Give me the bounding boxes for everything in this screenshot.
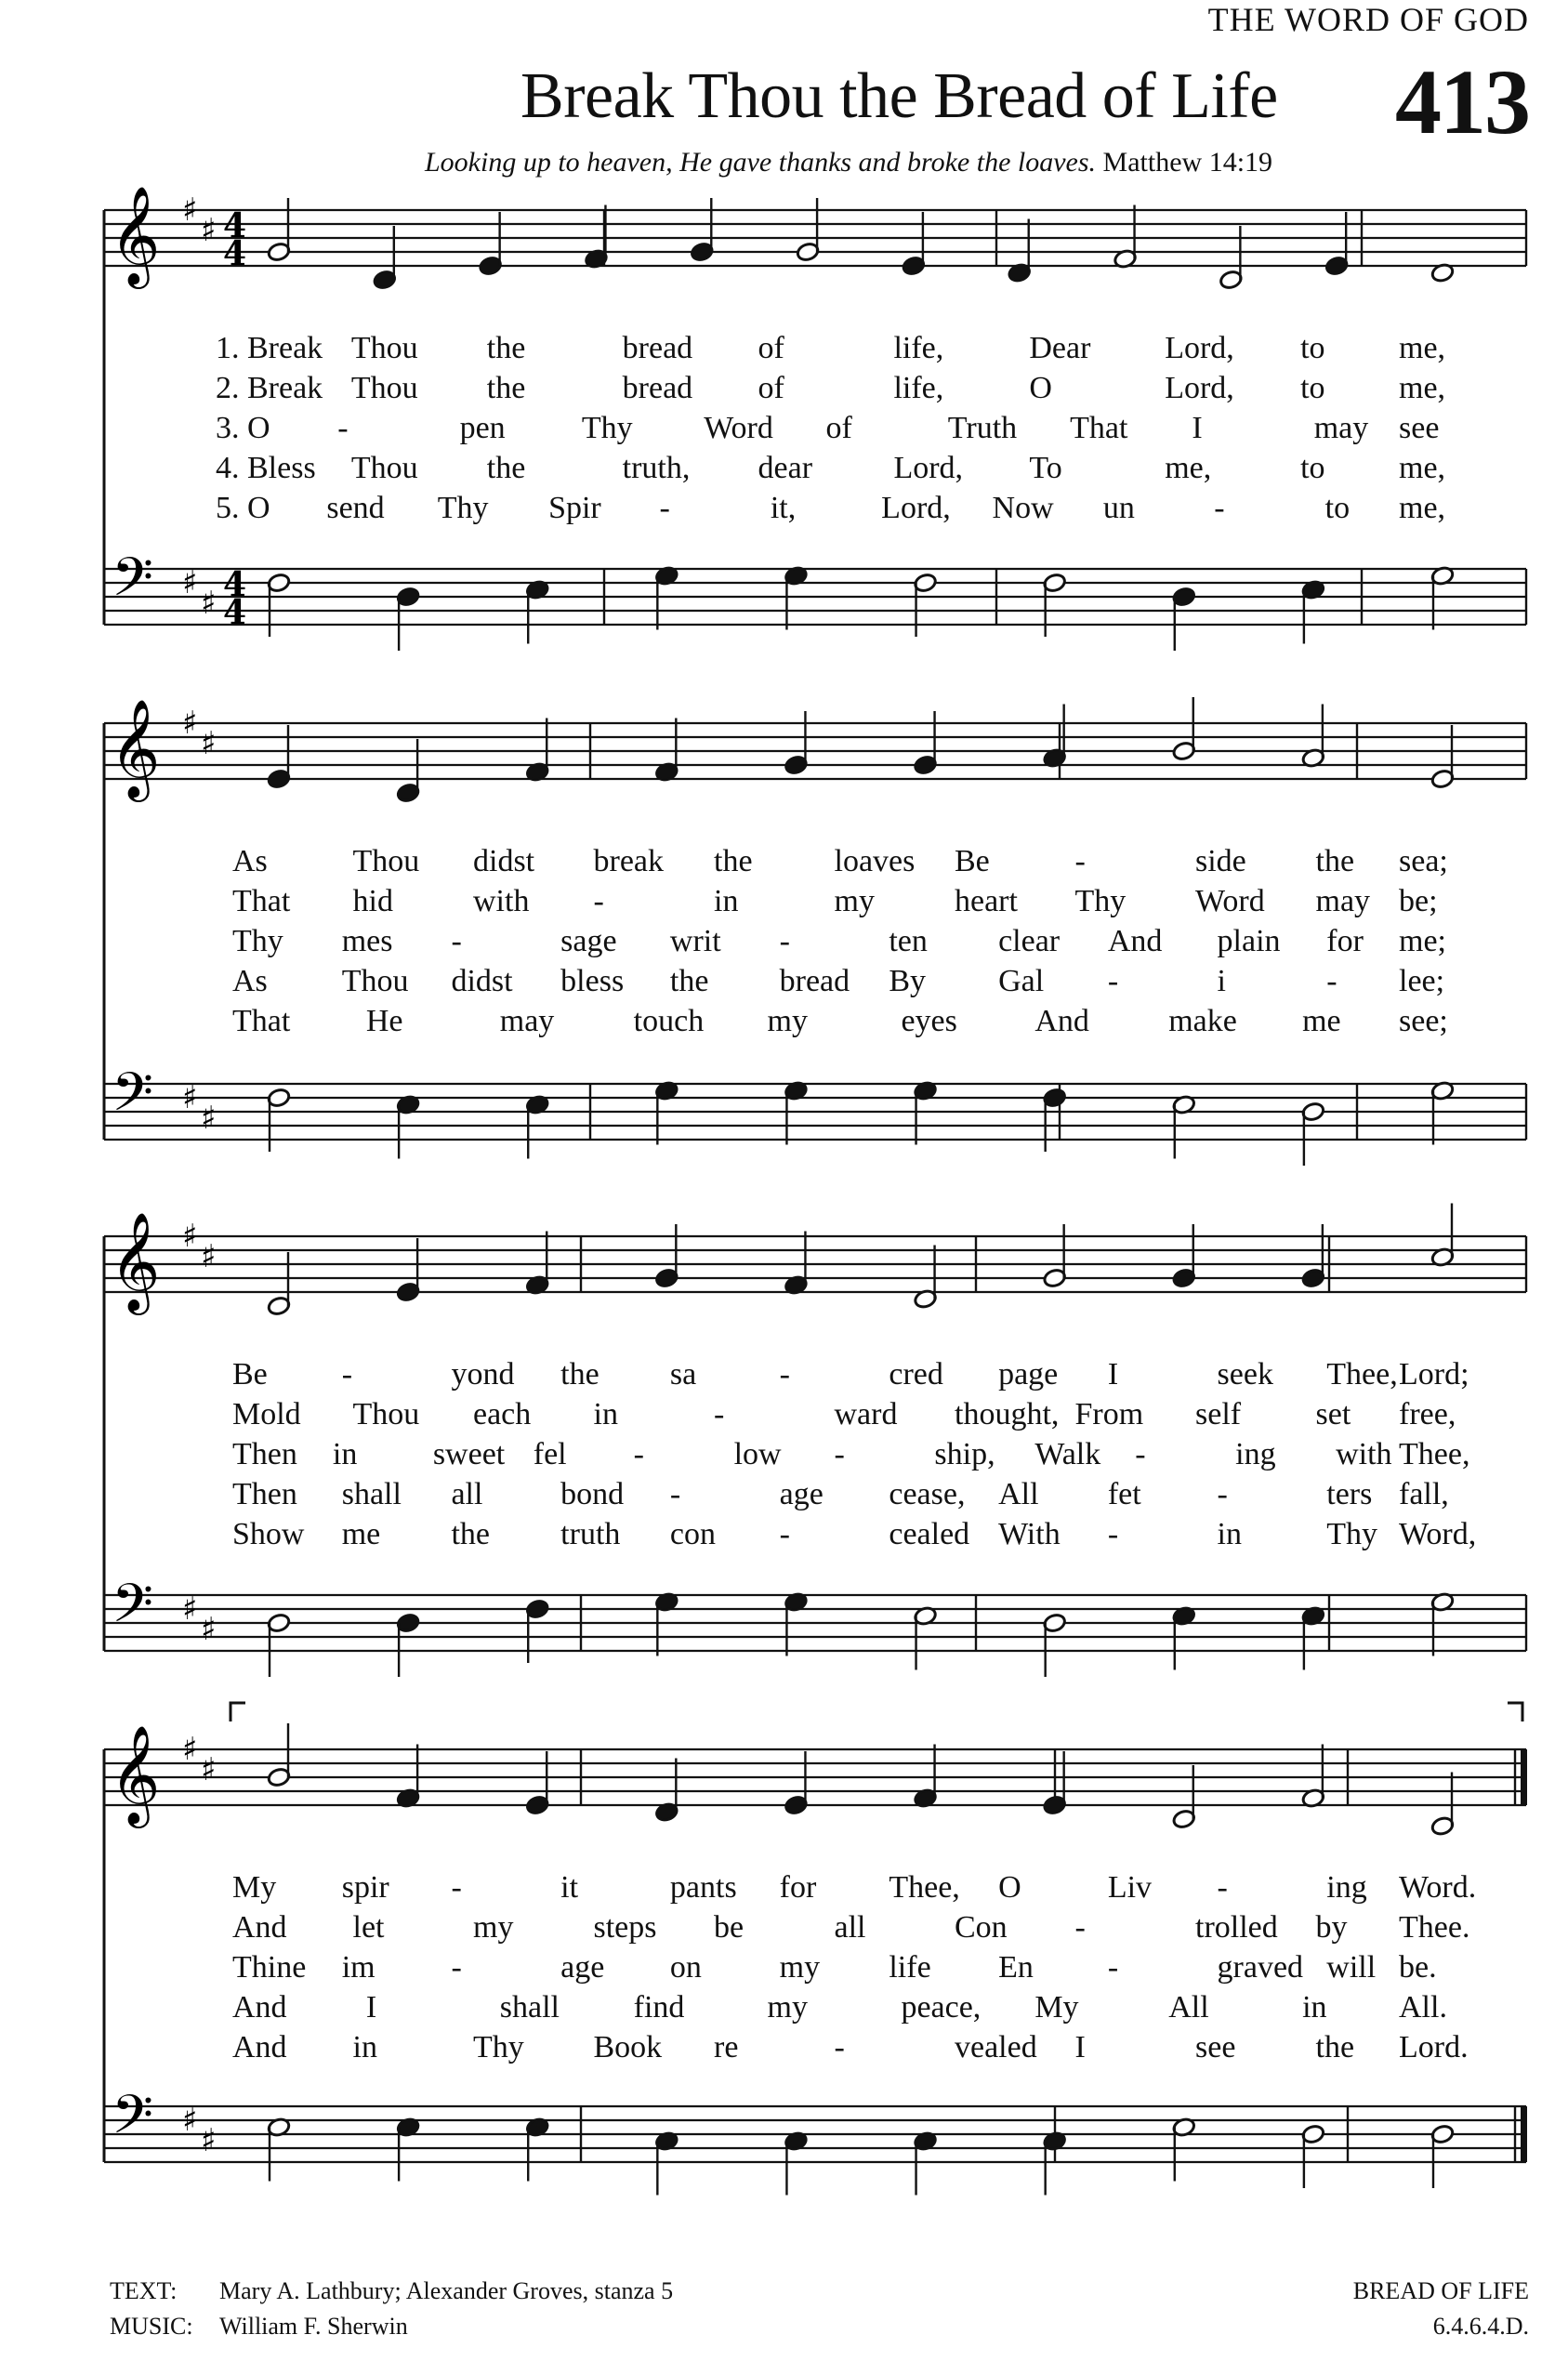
lyric-syllable: clear [998,924,1061,958]
lyric-syllable: age [779,1477,824,1511]
lyric-syllable: dear [758,451,813,485]
lyric-syllable: O [1029,371,1052,405]
lyric-syllable: Thee, [889,1870,960,1905]
lyric-syllable: set [1315,1397,1351,1431]
lyric-syllable: I [1074,2030,1086,2064]
lyric-syllable: Word [704,411,773,445]
lyric-syllable: - [659,491,670,525]
lyric-syllable: spir [341,1870,389,1905]
bass-staff [104,1061,1526,1166]
lyric-syllable: be. [1399,1950,1437,1985]
lyric-syllable: find [633,1990,685,2025]
repeat-bracket-right [1508,1703,1522,1721]
lyric-syllable: in [714,884,739,918]
lyric-syllable: My [232,1870,277,1905]
lyric-syllable: lee; [1399,964,1445,998]
lyric-syllable: graved [1217,1950,1304,1985]
lyric-syllable: truth [560,1517,621,1551]
lyric-syllable: Word [1195,884,1265,918]
lyric-syllable: fel [533,1437,567,1471]
final-bar-thick [1521,1749,1527,1805]
treble-notes [267,198,1455,290]
music-credit-value: William F. Sherwin [219,2313,408,2340]
lyric-syllable: seek [1217,1357,1273,1392]
lyric-syllable: eyes [901,1004,957,1038]
lyric-syllable: sage [560,924,617,958]
lyric-syllable: heart [955,884,1018,918]
lyric-syllable: me [341,1517,381,1551]
lyric-syllable: im [341,1950,376,1985]
lyric-syllable: my [473,1910,514,1945]
lyric-syllable: As [232,964,268,998]
lyric-syllable: - [451,924,462,958]
lyric-syllable: - [779,1357,790,1392]
lyric-syllable: By [889,964,927,998]
lyric-syllable: life [889,1950,931,1985]
lyric-syllable: Be [232,1357,268,1392]
lyric-syllable: With [998,1517,1061,1551]
repeat-bracket-left [231,1703,245,1721]
lyric-syllable: each [473,1397,532,1431]
lyric-syllable: vealed [955,2030,1037,2064]
lyric-syllable: Thou [350,371,418,405]
music-credit-label: MUSIC: [110,2313,193,2340]
lyric-syllable: - [1217,1477,1228,1511]
bass-notes [267,2117,1455,2195]
lyric-syllable: - [337,411,349,445]
lyric-syllable: - [1326,964,1337,998]
treble-staff [104,185,1526,290]
bass-clef: 𝄢 [112,1572,154,1648]
lyric-syllable: break [593,844,665,878]
lyric-syllable: me, [1399,331,1446,365]
lyric-syllable: re [714,2030,739,2064]
key-signature-sharp: ♯ [182,1590,198,1628]
lyric-syllable: En [998,1950,1034,1985]
lyric-syllable: Lord; [1399,1357,1469,1392]
lyric-syllable: send [326,491,385,525]
lyric-syllable: Thy [1074,884,1127,918]
lyric-syllable: Liv [1107,1870,1153,1905]
lyric-syllable: me; [1399,924,1446,958]
bass-notes [267,1591,1455,1677]
lyric-syllable: plain [1217,924,1281,958]
lyric-syllable: - [633,1437,644,1471]
lyric-syllable: of [825,411,852,445]
lyric-syllable: the [451,1517,490,1551]
lyric-syllable: didst [473,844,535,878]
epigraph-quote: Looking up to heaven, He gave thanks and broke the loaves. [425,147,1097,178]
lyric-syllable: bread [779,964,850,998]
section-heading: THE WORD OF GOD [1207,1,1529,38]
lyric-syllable: fall, [1399,1477,1449,1511]
tune-name: BREAD OF LIFE [1352,2277,1529,2304]
lyric-syllable: All. [1399,1990,1447,2025]
lyric-syllable: - [779,1517,790,1551]
lyric-syllable: Thou [350,451,418,485]
lyric-syllable: - [593,884,604,918]
lyric-syllable: my [767,1004,808,1038]
lyric-syllable: From [1074,1397,1144,1431]
bass-clef: 𝄢 [112,2083,154,2159]
lyric-syllable: pants [669,1870,737,1905]
lyric-syllable: Lord. [1399,2030,1469,2064]
music-credit [110,2313,408,2341]
lyric-syllable: my [767,1990,808,2025]
lyric-syllable: i [1217,964,1226,998]
lyric-syllable: Lord, [881,491,951,525]
key-signature-sharp: ♯ [201,1611,217,1648]
lyric-syllable: make [1168,1004,1237,1038]
lyric-syllable: in [352,2030,377,2064]
lyric-syllable: Now [992,491,1054,525]
lyric-syllable: me, [1399,371,1446,405]
treble-staff [104,697,1526,803]
lyric-syllable: be [714,1910,744,1945]
lyric-syllable: Word. [1399,1870,1477,1905]
lyric-syllable: cealed [889,1517,970,1551]
lyric-syllable: And [1107,924,1163,958]
lyric-syllable: - [669,1477,681,1511]
lyric-syllable: Con [955,1910,1008,1945]
lyric-syllable: 3. O [216,411,270,445]
time-signature-top: 4 [223,206,247,245]
lyric-syllable: cred [889,1357,943,1392]
lyric-syllable: - [834,1437,845,1471]
lyric-syllable: Show [232,1517,305,1551]
bass-staff [104,546,1526,651]
lyric-syllable: - [451,1950,462,1985]
lyric-syllable: Thee, [1399,1437,1470,1471]
lyric-syllable: - [1107,964,1119,998]
lyric-syllable: it, [770,491,797,525]
lyric-syllable: Dear [1029,331,1091,365]
bass-staff [104,2083,1527,2196]
lyric-syllable: Thee, [1326,1357,1398,1392]
lyric-syllable: pen [459,411,506,445]
lyric-syllable: the [669,964,709,998]
lyric-syllable: in [1217,1517,1242,1551]
lyric-syllable: My [1034,1990,1079,2025]
lyric-syllable: bread [622,331,693,365]
lyric-syllable: That [1070,411,1128,445]
lyric-syllable: - [1074,1910,1086,1945]
lyric-syllable: sa [669,1357,697,1392]
lyric-syllable: Lord, [1165,371,1234,405]
lyric-syllable: side [1195,844,1246,878]
lyric-syllable: ship, [934,1437,995,1471]
lyric-syllable: the [714,844,753,878]
lyric-syllable: to [1300,371,1325,405]
lyric-syllable: 5. O [216,491,270,525]
lyric-syllable: loaves [834,844,916,878]
bass-notes [267,1080,1455,1166]
lyric-syllable: see [1399,411,1440,445]
lyric-syllable: life, [893,371,944,405]
lyric-syllable: my [779,1950,821,1985]
lyric-syllable: with [473,884,530,918]
key-signature-sharp: ♯ [201,585,217,622]
lyric-syllable: 1. Break [216,331,323,365]
lyric-syllable: cease, [889,1477,966,1511]
lyric-syllable: thought, [955,1397,1060,1431]
lyric-syllable: - [1107,1950,1119,1985]
lyric-syllable: Thy [581,411,633,445]
lyric-syllable: me [1302,1004,1341,1038]
lyric-syllable: And [232,2030,287,2064]
lyric-syllable: with [1336,1437,1392,1471]
lyric-syllable: page [998,1357,1059,1392]
lyric-syllable: ters [1326,1477,1373,1511]
lyric-syllable: To [1029,451,1062,485]
lyric-syllable: All [1168,1990,1209,2025]
lyric-syllable: - [341,1357,353,1392]
lyric-syllable: Thy [232,924,283,958]
lyric-syllable: the [486,451,526,485]
lyric-syllable: me, [1399,491,1446,525]
lyric-syllable: Thou [341,964,409,998]
lyric-syllable: Then [232,1437,297,1471]
lyric-syllable: see; [1399,1004,1448,1038]
lyric-syllable: shall [499,1990,560,2025]
time-signature-bottom: 4 [223,593,247,632]
lyric-syllable: be; [1399,884,1438,918]
lyric-syllable: Thou [350,331,418,365]
treble-clef: 𝄞 [110,1211,161,1311]
lyric-syllable: will [1326,1950,1377,1985]
key-signature-sharp: ♯ [201,212,217,249]
time-signature-bottom: 4 [223,234,247,273]
lyric-syllable: Mold [232,1397,301,1431]
lyric-syllable: the [486,371,526,405]
lyric-syllable: Thy [1326,1517,1378,1551]
lyric-syllable: in [332,1437,358,1471]
lyric-syllable: see [1195,2030,1236,2064]
bass-clef: 𝄢 [112,546,154,622]
lyric-syllable: I [1107,1357,1119,1392]
lyric-syllable: Then [232,1477,297,1511]
key-signature-sharp: ♯ [182,2102,198,2139]
lyric-syllable: Thee. [1399,1910,1470,1945]
lyric-syllable: 2. Break [216,371,323,405]
key-signature-sharp: ♯ [182,564,198,601]
lyric-syllable: Gal [998,964,1045,998]
lyric-syllable: mes [341,924,393,958]
lyric-syllable: un [1102,491,1135,525]
lyric-syllable: 4. Bless [216,451,316,485]
lyric-syllable: Thou [352,844,420,878]
key-signature-sharp: ♯ [201,1100,217,1137]
meter: 6.4.6.4.D. [1432,2313,1529,2340]
bass-notes [267,565,1455,651]
lyric-syllable: He [365,1004,403,1038]
lyric-syllable: by [1315,1910,1348,1945]
lyric-syllable: Lord, [893,451,964,485]
key-signature-sharp: ♯ [201,1751,217,1788]
key-signature-sharp: ♯ [182,1079,198,1116]
key-signature-sharp: ♯ [201,725,217,762]
lyric-syllable: - [1214,491,1225,525]
lyric-syllable: Spir [548,491,601,525]
final-bar-thick [1521,2106,1527,2162]
text-credit-value: Mary A. Lathbury; Alexander Groves, stanza 5 [219,2277,674,2304]
lyric-syllable: all [451,1477,483,1511]
treble-clef: 𝄞 [110,1724,161,1824]
lyric-syllable: for [779,1870,817,1905]
lyric-syllable: And [1034,1004,1089,1038]
lyric-syllable: bond [560,1477,625,1511]
lyric-syllable: for [1326,924,1364,958]
lyric-syllable: age [560,1950,605,1985]
lyric-syllable: of [758,331,784,365]
bass-clef: 𝄢 [112,1061,154,1137]
lyric-syllable: truth, [622,451,691,485]
lyric-syllable: may [1315,884,1371,918]
lyric-syllable: And [232,1910,287,1945]
lyric-syllable: bread [622,371,693,405]
lyric-syllable: in [1302,1990,1327,2025]
lyric-syllable: Walk [1034,1437,1101,1471]
lyric-syllable: - [451,1870,462,1905]
lyric-syllable: Thy [473,2030,524,2064]
lyric-syllable: Book [593,2030,663,2064]
lyric-syllable: That [232,1004,291,1038]
scripture-reference: Matthew 14:19 [1102,147,1273,178]
lyric-syllable: in [593,1397,618,1431]
lyric-syllable: may [1313,411,1369,445]
lyric-syllable: low [733,1437,782,1471]
lyric-syllable: on [669,1950,702,1985]
lyric-syllable: ten [889,924,928,958]
lyric-syllable: ing [1235,1437,1276,1471]
lyric-syllable: And [232,1990,287,2025]
lyric-syllable: - [1217,1870,1228,1905]
lyric-syllable: sweet [432,1437,506,1471]
treble-staff [104,1204,1526,1317]
lyric-syllable: That [232,884,291,918]
lyric-syllable: Thy [437,491,489,525]
lyric-syllable: yond [451,1357,515,1392]
lyric-syllable: didst [451,964,513,998]
key-signature-sharp: ♯ [182,1731,198,1768]
lyric-syllable: self [1195,1397,1242,1431]
lyric-syllable: Be [955,844,990,878]
lyric-syllable: peace, [901,1990,982,2025]
hymn-number: 413 [1395,50,1529,153]
lyric-syllable: free, [1399,1397,1456,1431]
lyric-syllable: trolled [1195,1910,1278,1945]
lyric-syllable: to [1324,491,1351,525]
lyric-syllable: the [1315,844,1355,878]
lyric-syllable: to [1300,451,1325,485]
lyric-syllable: Thine [232,1950,307,1985]
lyric-syllable: hid [352,884,393,918]
lyric-syllable: me, [1399,451,1446,485]
treble-clef: 𝄞 [110,185,161,284]
lyric-syllable: may [499,1004,555,1038]
lyric-syllable: all [834,1910,866,1945]
bass-staff [104,1572,1526,1677]
lyric-syllable: - [714,1397,725,1431]
lyric-syllable: the [486,331,526,365]
lyric-syllable: the [1315,2030,1355,2064]
key-signature-sharp: ♯ [201,2122,217,2159]
lyric-syllable: Word, [1399,1517,1477,1551]
key-signature-sharp: ♯ [182,191,198,229]
lyric-syllable: fet [1107,1477,1141,1511]
lyric-syllable: - [1074,844,1086,878]
lyric-syllable: bless [560,964,625,998]
lyric-syllable: ward [834,1397,898,1431]
key-signature-sharp: ♯ [182,1218,198,1255]
lyric-syllable: All [998,1477,1039,1511]
lyric-syllable: life, [893,331,944,365]
text-credit-label: TEXT: [110,2277,178,2304]
lyric-syllable: to [1300,331,1325,365]
lyric-syllable: O [998,1870,1021,1905]
lyric-syllable: of [758,371,784,405]
text-credit [110,2277,673,2305]
lyric-syllable: As [232,844,268,878]
lyric-syllable: touch [633,1004,705,1038]
lyric-syllable: I [1192,411,1203,445]
lyric-syllable: Thou [352,1397,420,1431]
lyric-syllable: I [365,1990,377,2025]
lyric-syllable: steps [593,1910,657,1945]
lyric-syllable: con [669,1517,716,1551]
lyric-syllable: Truth [947,411,1018,445]
lyric-syllable: - [779,924,790,958]
treble-staff [104,1703,1527,1837]
lyric-syllable: sea; [1399,844,1448,878]
lyric-syllable: let [352,1910,385,1945]
lyric-syllable: shall [341,1477,402,1511]
lyric-syllable: - [834,2030,845,2064]
lyric-syllable: writ [669,924,721,958]
key-signature-sharp: ♯ [201,1238,217,1275]
lyric-syllable: the [560,1357,600,1392]
hymn-title: Break Thou the Bread of Life [520,60,1278,132]
lyric-syllable: Lord, [1165,331,1234,365]
lyric-syllable: - [1135,1437,1146,1471]
key-signature-sharp: ♯ [182,705,198,742]
treble-clef: 𝄞 [110,698,161,798]
lyric-syllable: my [834,884,875,918]
lyric-syllable: me, [1165,451,1212,485]
lyric-syllable: it [560,1870,579,1905]
treble-notes [267,1204,1455,1317]
lyric-syllable: ing [1326,1870,1367,1905]
time-signature-top: 4 [223,565,247,604]
lyric-syllable: - [1107,1517,1119,1551]
treble-notes [267,1723,1455,1837]
